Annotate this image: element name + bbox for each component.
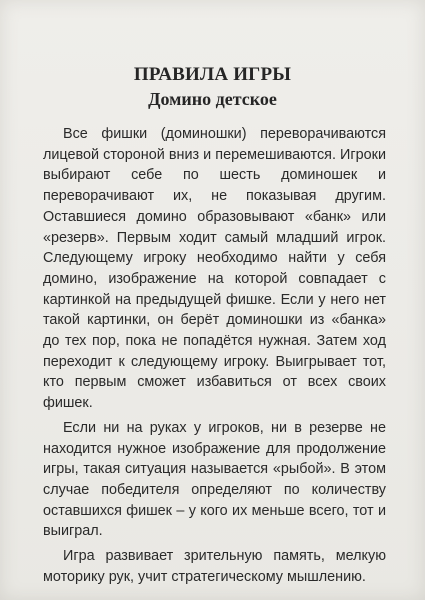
rules-paragraph-benefits: Игра развивает зрительную память, мелкую моторику рук, учит стратегическому мышлению. [43,548,386,585]
rules-paragraph-setup: Все фишки (доминошки) переворачиваются лицевой стороной вниз и перемешиваются. Игроки выбирают себе по шесть доминошек и переворачивают их, не показывая другим. Оставшиеся домино образовывают «банк» или «резерв». Первым ходит самый младший игрок. Следующему игроку необходимо найти у себя домино, изображение на которой совпадает с картинкой на предыдущей фишке. Если у него нет такой картинки, он берёт доминошки из «банка» до тех пор, пока не попадётся нужная. Затем ход переходит к следующему игроку. Выигрывает тот, кто первым сможет избавиться от всех своих фишек. [43,126,386,412]
rules-body [43,124,386,587]
document-title: ПРАВИЛА ИГРЫ [133,64,292,85]
document-subtitle: Домино детское [148,89,277,109]
rules-paragraph-fish: Если ни на руках у игроков, ни в резерве не находится нужное изображение для продолжение игры, такая ситуация называется «рыбой». В этом случае победителя определяют по количеству оставшихся фишек – у кого их меньше всего, тот и выиграл. [43,419,386,540]
